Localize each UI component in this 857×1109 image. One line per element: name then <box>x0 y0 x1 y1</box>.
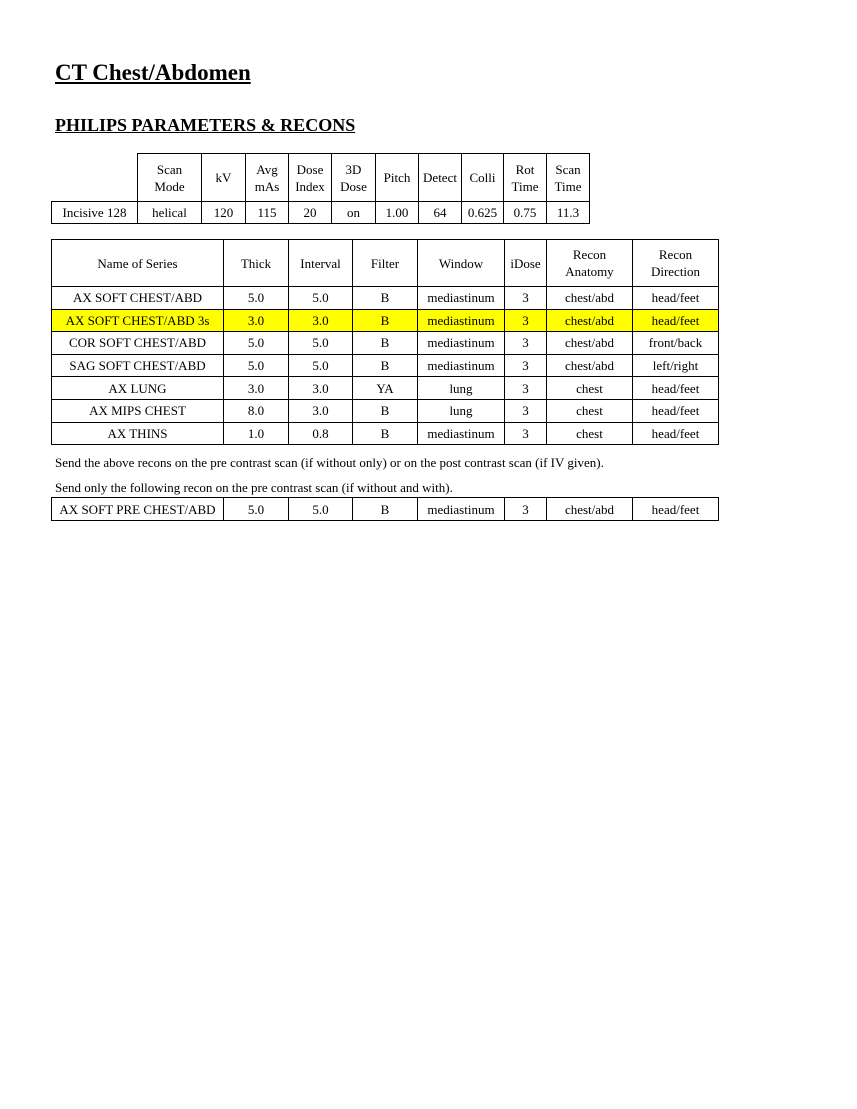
header-line: Dose <box>296 161 324 177</box>
params-value-cell: 120 <box>202 202 246 224</box>
recons-header-cell <box>505 240 547 287</box>
header-line: Recon <box>572 247 607 262</box>
table-cell: AX SOFT PRE CHEST/ABD <box>52 498 224 521</box>
recons-table <box>51 239 719 445</box>
table-cell: chest/abd <box>547 498 633 521</box>
table-cell: head/feet <box>633 399 719 422</box>
table-cell: 1.0 <box>224 422 289 445</box>
params-value-cell: 115 <box>246 202 289 224</box>
table-cell: lung <box>418 377 505 400</box>
header-line: Pitch <box>383 170 411 185</box>
header-line: Scan <box>555 161 581 177</box>
table-cell: B <box>353 399 418 422</box>
params-header-cell <box>202 154 246 202</box>
recons-header-cell <box>353 240 418 287</box>
table-cell: B <box>353 332 418 355</box>
header-line: Thick <box>240 255 272 271</box>
table-cell: mediastinum <box>418 354 505 377</box>
scan-parameters-table <box>51 153 590 224</box>
params-corner-cell <box>52 154 138 202</box>
table-cell: 5.0 <box>224 287 289 310</box>
table-cell: AX MIPS CHEST <box>52 399 224 422</box>
table-cell: AX SOFT CHEST/ABD <box>52 287 224 310</box>
params-header-cell <box>332 154 376 202</box>
header-line: Avg <box>256 161 278 177</box>
table-cell: mediastinum <box>418 309 505 332</box>
table-cell: 5.0 <box>224 332 289 355</box>
table-cell: 3 <box>505 422 547 445</box>
table-cell: head/feet <box>633 422 719 445</box>
header-line: Mode <box>154 178 185 194</box>
table-cell: 3 <box>505 377 547 400</box>
header-line: Direction <box>650 264 701 279</box>
table-cell: chest/abd <box>547 332 633 355</box>
header-line: Time <box>554 178 582 194</box>
header-line: Index <box>295 178 325 194</box>
params-header-cell <box>504 154 547 202</box>
recons-header-cell <box>52 240 224 287</box>
table-cell: mediastinum <box>418 422 505 445</box>
header-line: iDose <box>510 255 541 271</box>
table-cell: 0.8 <box>289 422 353 445</box>
header-line: kV <box>215 170 232 185</box>
page-title: CT Chest/Abdomen <box>55 60 251 85</box>
params-header-cell <box>419 154 462 202</box>
table-cell: chest <box>547 422 633 445</box>
table-cell: mediastinum <box>418 332 505 355</box>
header-line: Recon <box>658 247 693 262</box>
params-value-cell: 11.3 <box>547 202 590 224</box>
table-cell: 8.0 <box>224 399 289 422</box>
table-cell: chest/abd <box>547 309 633 332</box>
table-cell: B <box>353 498 418 521</box>
table-cell: mediastinum <box>418 287 505 310</box>
params-header-row <box>52 154 590 202</box>
table-cell: left/right <box>633 354 719 377</box>
note-pre-contrast: Send only the following recon on the pre contrast scan (if without and with). <box>55 480 453 495</box>
table-row <box>52 332 719 355</box>
table-cell: 3.0 <box>224 377 289 400</box>
table-cell: 5.0 <box>289 287 353 310</box>
table-cell: head/feet <box>633 287 719 310</box>
table-cell: B <box>353 287 418 310</box>
section-subtitle: PHILIPS PARAMETERS & RECONS <box>55 115 356 135</box>
table-cell: 3.0 <box>224 309 289 332</box>
table-row <box>52 399 719 422</box>
table-row <box>52 354 719 377</box>
params-value-cell: on <box>332 202 376 224</box>
params-header-cell <box>547 154 590 202</box>
table-cell: 3 <box>505 399 547 422</box>
table-cell: 3.0 <box>289 399 353 422</box>
recons-header-row <box>52 240 719 287</box>
table-cell: B <box>353 422 418 445</box>
table-cell: head/feet <box>633 498 719 521</box>
table-cell: AX LUNG <box>52 377 224 400</box>
params-header-cell <box>138 154 202 202</box>
header-line: Rot <box>515 161 535 177</box>
header-line: Anatomy <box>565 264 614 279</box>
header-line: Time <box>511 178 539 194</box>
header-line: Detect <box>423 170 457 185</box>
table-cell: 5.0 <box>224 354 289 377</box>
table-cell: YA <box>353 377 418 400</box>
scanner-name-cell: Incisive 128 <box>52 202 138 224</box>
table-cell: 3.0 <box>289 377 353 400</box>
table-row <box>52 422 719 445</box>
params-header-cell <box>462 154 504 202</box>
table-cell: head/feet <box>633 309 719 332</box>
params-value-cell: helical <box>138 202 202 224</box>
table-row <box>52 377 719 400</box>
note-post-contrast: Send the above recons on the pre contrast scan (if without only) or on the post contrast scan (if IV given). <box>55 455 604 470</box>
params-value-cell: 20 <box>289 202 332 224</box>
table-cell: SAG SOFT CHEST/ABD <box>52 354 224 377</box>
table-cell: 3 <box>505 354 547 377</box>
pre-contrast-recon-table <box>51 497 719 521</box>
table-cell: mediastinum <box>418 498 505 521</box>
table-cell: B <box>353 354 418 377</box>
table-cell: chest <box>547 399 633 422</box>
params-value-cell: 0.75 <box>504 202 547 224</box>
table-cell: front/back <box>633 332 719 355</box>
table-cell: 5.0 <box>224 498 289 521</box>
params-value-cell: 64 <box>419 202 462 224</box>
params-header-cell <box>246 154 289 202</box>
header-line: Window <box>438 255 484 271</box>
header-line: mAs <box>254 178 280 194</box>
params-value-row <box>52 202 590 224</box>
params-header-cell <box>289 154 332 202</box>
header-line: Name of Series <box>97 255 178 271</box>
params-value-cell: 1.00 <box>376 202 419 224</box>
recons-header-cell <box>633 240 719 287</box>
table-cell: chest/abd <box>547 287 633 310</box>
table-cell: lung <box>418 399 505 422</box>
header-line: Colli <box>469 170 496 185</box>
header-line: Dose <box>340 178 367 194</box>
table-cell: 3.0 <box>289 309 353 332</box>
table-cell: B <box>353 309 418 332</box>
table-cell: AX THINS <box>52 422 224 445</box>
table-cell: chest <box>547 377 633 400</box>
params-header-cell <box>376 154 419 202</box>
table-cell: 5.0 <box>289 498 353 521</box>
recons-header-cell <box>547 240 633 287</box>
table-cell: 3 <box>505 287 547 310</box>
header-line: Interval <box>300 255 341 271</box>
table-row <box>52 287 719 310</box>
params-value-cell: 0.625 <box>462 202 504 224</box>
table-cell: 5.0 <box>289 354 353 377</box>
header-line: Scan <box>156 161 183 177</box>
table-row <box>52 498 719 521</box>
recons-header-cell <box>289 240 353 287</box>
table-cell: chest/abd <box>547 354 633 377</box>
recons-header-cell <box>224 240 289 287</box>
table-cell: 3 <box>505 309 547 332</box>
table-cell: 5.0 <box>289 332 353 355</box>
header-line: 3D <box>345 161 362 177</box>
table-cell: 3 <box>505 498 547 521</box>
table-row-highlighted <box>52 309 719 332</box>
recons-header-cell <box>418 240 505 287</box>
header-line: Filter <box>370 255 400 271</box>
table-cell: AX SOFT CHEST/ABD 3s <box>52 309 224 332</box>
table-cell: 3 <box>505 332 547 355</box>
table-cell: head/feet <box>633 377 719 400</box>
table-cell: COR SOFT CHEST/ABD <box>52 332 224 355</box>
